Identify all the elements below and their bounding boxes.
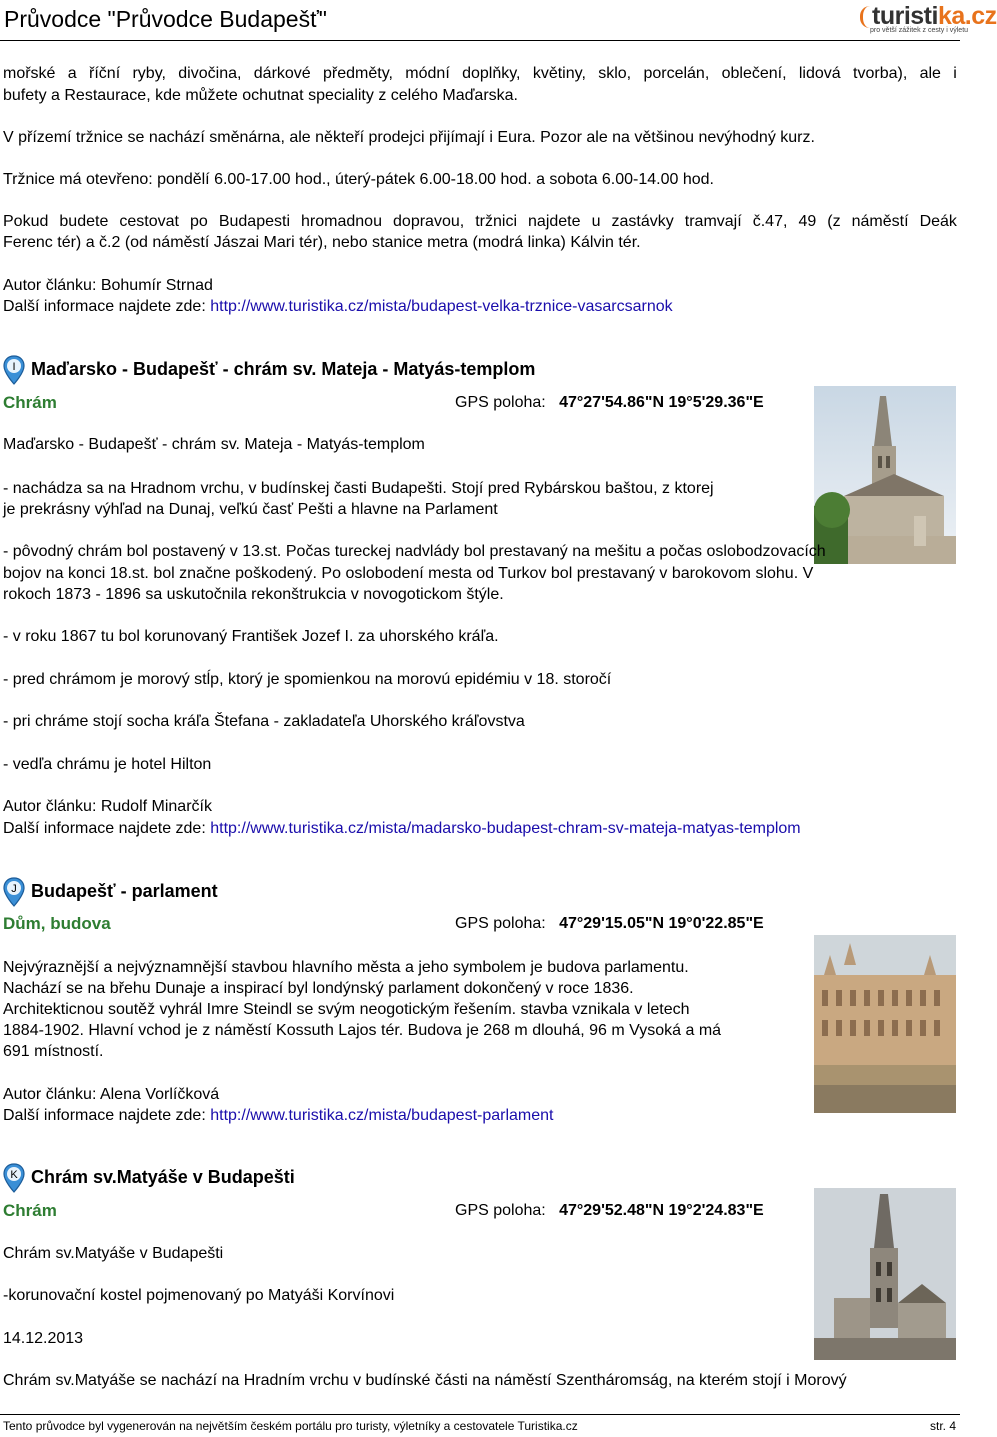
section-j-title: Budapešť - parlament — [31, 881, 218, 901]
section-j-author: Autor článku: Alena Vorlíčková — [3, 1086, 220, 1103]
section-j-p3: Architekticnou soutěž vyhrál Imre Steindl se svým neogotickým řešením. stavba vznikala v letech — [3, 1001, 690, 1018]
intro-more-info: Další informace najdete zde: http://www.turistika.cz/mista/budapest-velka-trznice-vasarcsarnok — [3, 298, 673, 315]
turistika-logo[interactable] — [858, 2, 997, 36]
intro-line-2: bufety a Restaurace, kde můžete ochutnat speciality z celého Maďarska. — [3, 87, 518, 104]
intro-line-6: Ferenc tér) a č.2 (od náměstí Jászai Mari tér), nebo stanice metra (modrá linka) Kálvin tér. — [3, 234, 641, 251]
map-pin-i-icon — [3, 355, 25, 385]
section-j-p1: Nejvýraznější a nejvýznamnější stavbou hlavního města a jeho symbolem je budova parlamentu. — [3, 959, 689, 976]
section-j-category: Dům, budova — [3, 914, 111, 933]
page-header — [0, 0, 997, 41]
section-i-p2c: rokoch 1873 - 1896 sa uskutočnila rekonštrukcia v novogotickom štýle. — [3, 586, 504, 603]
intro-author: Autor článku: Bohumír Strnad — [3, 277, 213, 294]
logo-wordmark: turistika.cz — [872, 2, 997, 30]
section-i-subtitle: Maďarsko - Budapešť - chrám sv. Mateja - Matyás-templom — [3, 436, 425, 453]
section-k-p2: Chrám sv.Matyáše se nachází na Hradním vrchu v budínské části na náměstí Szentháromság, na kterém stojí i Morový — [3, 1372, 847, 1389]
page-footer — [0, 1414, 960, 1437]
section-i-author: Autor článku: Rudolf Minarčík — [3, 798, 212, 815]
section-j-gps-value: 47°29'15.05"N 19°0'22.85"E — [559, 915, 764, 932]
parliament-photo — [814, 935, 956, 1113]
section-i-p2a: - pôvodný chrám bol postavený v 13.st. Počas tureckej nadvlády bol prestavaný na mešitu a počas oslobodzovacích — [3, 543, 826, 560]
section-k-date: 14.12.2013 — [3, 1330, 84, 1347]
section-i-more-info: Další informace najdete zde: http://www.turistika.cz/mista/madarsko-budapest-chram-sv-mateja-matyas-templom — [3, 820, 801, 837]
svg-text:J: J — [11, 883, 17, 895]
footer-text: Tento průvodce byl vygenerován na největším českém portálu pro turisty, výletníky a cestovatele Turistika.cz — [3, 1419, 578, 1433]
section-k-subtitle: Chrám sv.Matyáše v Budapešti — [3, 1245, 224, 1262]
section-i-p6: - vedľa chrámu je hotel Hilton — [3, 756, 212, 773]
intro-line-3: V přízemí tržnice se nachází směnárna, ale někteří prodejci přijímají i Eura. Pozor ale na většinou nevýhodný kurz. — [3, 129, 815, 146]
section-k-p1: -korunovační kostel pojmenovaný po Matyáši Korvínovi — [3, 1287, 395, 1304]
document-title: Průvodce "Průvodce Budapešť" — [4, 6, 327, 32]
section-i-gps-value: 47°27'54.86"N 19°5'29.36"E — [559, 394, 764, 411]
logo-tagline: pro větší zážitek z cesty i výletu — [870, 27, 969, 34]
intro-line-5: Pokud budete cestovat po Budapesti hromadnou dopravou, tržnici najdete u zastávky tramvají č.47, 49 (z náměstí Deák — [3, 213, 957, 230]
section-k-gps-value: 47°29'52.48"N 19°2'24.83"E — [559, 1202, 764, 1219]
intro-opening-hours: Tržnice má otevřeno: pondělí 6.00-17.00 hod., úterý-pátek 6.00-18.00 hod. a sobota 6.00-14.00 hod. — [3, 171, 714, 188]
section-j-p2: Nachází se na břehu Dunaje a inspirací byl londýnský parlament dokončený v roce 1836. — [3, 980, 634, 997]
svg-text:K: K — [10, 1169, 18, 1181]
map-pin-k-icon — [3, 1163, 25, 1193]
section-j-more-link[interactable]: http://www.turistika.cz/mista/budapest-parlament — [210, 1107, 554, 1124]
section-j-gps: GPS poloha: 47°29'15.05"N 19°0'22.85"E — [455, 915, 764, 932]
section-i-p3: - v roku 1867 tu bol korunovaný František Jozef I. za uhorského kráľa. — [3, 628, 499, 645]
section-i-p5: - pri chráme stojí socha kráľa Štefana - zakladateľa Uhorského kráľovstva — [3, 713, 525, 730]
section-k-category: Chrám — [3, 1201, 57, 1220]
section-k-gps: GPS poloha: 47°29'52.48"N 19°2'24.83"E — [455, 1202, 764, 1219]
svg-text:I: I — [12, 361, 16, 373]
section-j-p4: 1884-1902. Hlavní vchod je z náměstí Kossuth Lajos tér. Budova je 268 m dlouhá, 96 m Vysoká a má — [3, 1022, 722, 1039]
section-i-p1b: je prekrásny výhľad na Dunaj, veľkú časť Pešti a hlavne na Parlament — [3, 501, 498, 518]
section-i-p1a: - nachádza sa na Hradnom vrchu, v budínskej časti Budapešti. Stojí pred Rybárskou baštou, z ktorej — [3, 480, 714, 497]
intro-more-link[interactable]: http://www.turistika.cz/mista/budapest-velka-trznice-vasarcsarnok — [210, 298, 673, 315]
section-i-gps: GPS poloha: 47°27'54.86"N 19°5'29.36"E — [455, 394, 764, 411]
intro-line-1: mořské a říční ryby, divočina, dárkové předměty, módní doplňky, květiny, sklo, porcelán, oblečení, lidová tvorba), ale i — [3, 65, 957, 82]
matthias-church-photo — [814, 386, 956, 564]
section-i-p2b: bojov na konci 18.st. bol značne poškodený. Po oslobodení mesta od Turkov bol prestavaný v barokovom slohu. V — [3, 565, 814, 582]
page-number: str. 4 — [929, 1419, 956, 1433]
section-i-p4: - pred chrámom je morový stĺp, ktorý je spomienkou na morovú epidémiu v 18. storočí — [3, 671, 612, 688]
section-i-title: Maďarsko - Budapešť - chrám sv. Mateja - Matyás-templom — [31, 359, 536, 379]
map-pin-j-icon — [3, 877, 25, 907]
section-i-category: Chrám — [3, 393, 57, 412]
section-j-more-info: Další informace najdete zde: http://www.turistika.cz/mista/budapest-parlament — [3, 1107, 554, 1124]
matyas-church-photo — [814, 1188, 956, 1360]
section-k-title: Chrám sv.Matyáše v Budapešti — [31, 1167, 295, 1187]
section-j-p5: 691 místností. — [3, 1043, 104, 1060]
section-i-more-link[interactable]: http://www.turistika.cz/mista/madarsko-budapest-chram-sv-mateja-matyas-templom — [210, 820, 801, 837]
